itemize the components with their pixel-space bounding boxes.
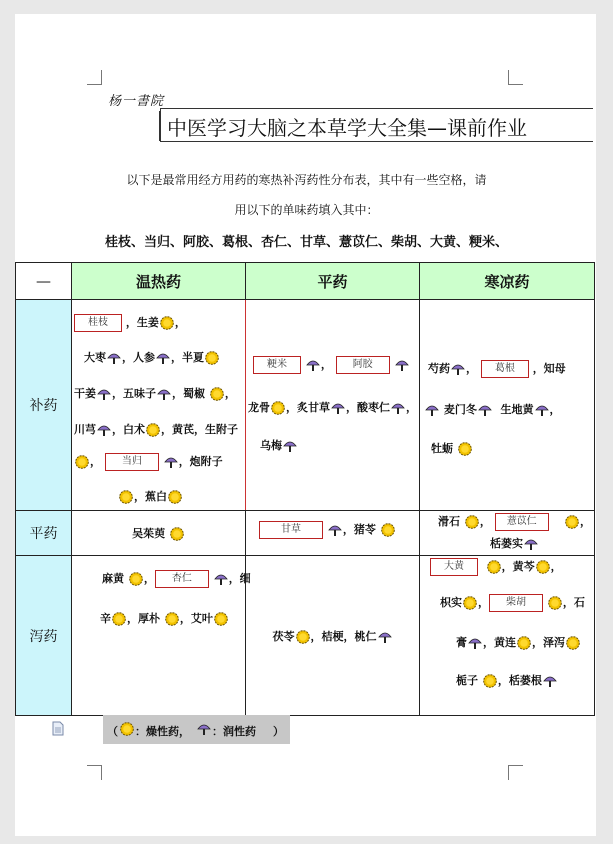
mushroom-icon — [197, 722, 211, 736]
mushroom-icon — [535, 403, 549, 417]
mushroom-icon — [451, 362, 465, 376]
sun-icon — [566, 636, 580, 650]
sun-icon — [170, 527, 184, 541]
sun-icon — [565, 515, 579, 529]
sun-icon — [517, 636, 531, 650]
sun-icon — [465, 515, 479, 529]
legend-dry: ：燥性药， — [135, 725, 190, 738]
herb-property-table — [15, 262, 595, 716]
sun-icon — [296, 630, 310, 644]
mushroom-icon — [543, 674, 557, 688]
blank-answer[interactable]: 大黄 — [430, 558, 478, 576]
sun-icon — [168, 490, 182, 504]
sun-icon — [129, 572, 143, 586]
col-header-cold: 寒凉药 — [420, 263, 595, 300]
logo-signature: 杨一書院 — [108, 94, 165, 109]
sun-icon — [120, 722, 134, 736]
table-corner: — — [16, 263, 72, 300]
mushroom-icon — [328, 523, 342, 537]
sun-icon — [112, 612, 126, 626]
sun-icon — [160, 316, 174, 330]
col-header-neutral: 平药 — [246, 263, 420, 300]
mushroom-icon — [331, 401, 345, 415]
sun-icon — [210, 387, 224, 401]
sun-icon — [165, 612, 179, 626]
blank-answer[interactable]: 薏苡仁 — [495, 513, 549, 531]
cell-purge-cold: 大黄 ，黄芩 ， 枳实 ， 柴胡 ，石 膏 ，黄连 ，泽泻 栀子 ，栝蒌根 — [420, 556, 595, 716]
herb-list: 桂枝、当归、阿胶、葛根、杏仁、甘草、薏苡仁、柴胡、大黄、粳米、 — [104, 235, 508, 250]
cell-neutral-neutral: 甘草 ，猪苓 — [246, 511, 420, 556]
blank-answer[interactable]: 甘草 — [259, 521, 323, 539]
sun-icon — [214, 612, 228, 626]
mushroom-icon — [97, 423, 111, 437]
cell-tonify-neutral: 粳米 ， 阿胶 龙骨 ，炙甘草 ，酸枣仁 ， 乌梅 — [246, 300, 420, 511]
mushroom-icon — [283, 439, 297, 453]
mushroom-icon — [425, 403, 439, 417]
sun-icon — [458, 442, 472, 456]
blank-answer[interactable]: 阿胶 — [336, 356, 390, 374]
mushroom-icon — [478, 403, 492, 417]
sun-icon — [146, 423, 160, 437]
cell-neutral-cold: 滑石 ， 薏苡仁 ， 栝蒌实 — [420, 511, 595, 556]
row-label-neutral: 平药 — [16, 511, 72, 556]
row-label-purge: 泻药 — [16, 556, 72, 716]
margin-corner-mark — [508, 70, 523, 85]
blank-answer[interactable]: 当归 — [105, 453, 159, 471]
sun-icon — [381, 523, 395, 537]
intro-line-1: 以下是最常用经方用药的寒热补泻药性分布表，其中有一些空格，请 — [126, 173, 487, 187]
cell-tonify-cold: 芍药 ， 葛根 ，知母 麦门冬 生地黄 ， 牡蛎 — [420, 300, 595, 511]
sun-icon — [205, 351, 219, 365]
intro-line-2: 用以下的单味药填入其中： — [234, 203, 379, 217]
margin-corner-mark — [87, 765, 102, 780]
sun-icon — [483, 674, 497, 688]
mushroom-icon — [378, 630, 392, 644]
sun-icon — [536, 560, 550, 574]
col-header-warm: 温热药 — [72, 263, 246, 300]
sun-icon — [271, 401, 285, 415]
blank-answer[interactable]: 柴胡 — [489, 594, 543, 612]
cell-neutral-warm: 吴茱萸 — [72, 511, 246, 556]
blank-answer[interactable]: 葛根 — [481, 360, 529, 378]
cell-tonify-warm: 桂枝 ，生姜 ， 大枣 ，人参 ，半夏 干姜 ，五味子 ，蜀椒 ， 川芎 ，白术 ，黄芪，生附子 ， 当归 ，炮附子 ，蕉白 — [72, 300, 246, 511]
cell-purge-warm: 麻黄 ， 杏仁 ，细 辛 ，厚朴 ，艾叶 — [72, 556, 246, 716]
sun-icon — [463, 596, 477, 610]
mushroom-icon — [524, 537, 538, 551]
blank-answer[interactable]: 粳米 — [253, 356, 301, 374]
mushroom-icon — [164, 455, 178, 469]
row-label-tonify: 补药 — [16, 300, 72, 511]
mushroom-icon — [391, 401, 405, 415]
mushroom-icon — [214, 572, 228, 586]
blank-answer[interactable]: 杏仁 — [155, 570, 209, 588]
legend-box: （ ：燥性药， ：润性药 ） — [103, 715, 290, 744]
page-title: 中医学习大脑之本草学大全集—课前作业 — [167, 116, 527, 140]
legend-moist: ：润性药 — [212, 725, 256, 738]
margin-corner-mark — [87, 70, 102, 85]
margin-corner-mark — [508, 765, 523, 780]
mushroom-icon — [107, 351, 121, 365]
mushroom-icon — [97, 387, 111, 401]
mushroom-icon — [156, 351, 170, 365]
mushroom-icon — [395, 358, 409, 372]
sun-icon — [119, 490, 133, 504]
cell-purge-neutral: 茯苓 ，桔梗，桃仁 — [246, 556, 420, 716]
mushroom-icon — [468, 636, 482, 650]
mushroom-icon — [157, 387, 171, 401]
title-box — [160, 108, 593, 142]
document-icon[interactable] — [52, 721, 64, 736]
mushroom-icon — [306, 358, 320, 372]
blank-answer[interactable]: 桂枝 — [74, 314, 122, 332]
sun-icon — [548, 596, 562, 610]
sun-icon — [75, 455, 89, 469]
sun-icon — [487, 560, 501, 574]
